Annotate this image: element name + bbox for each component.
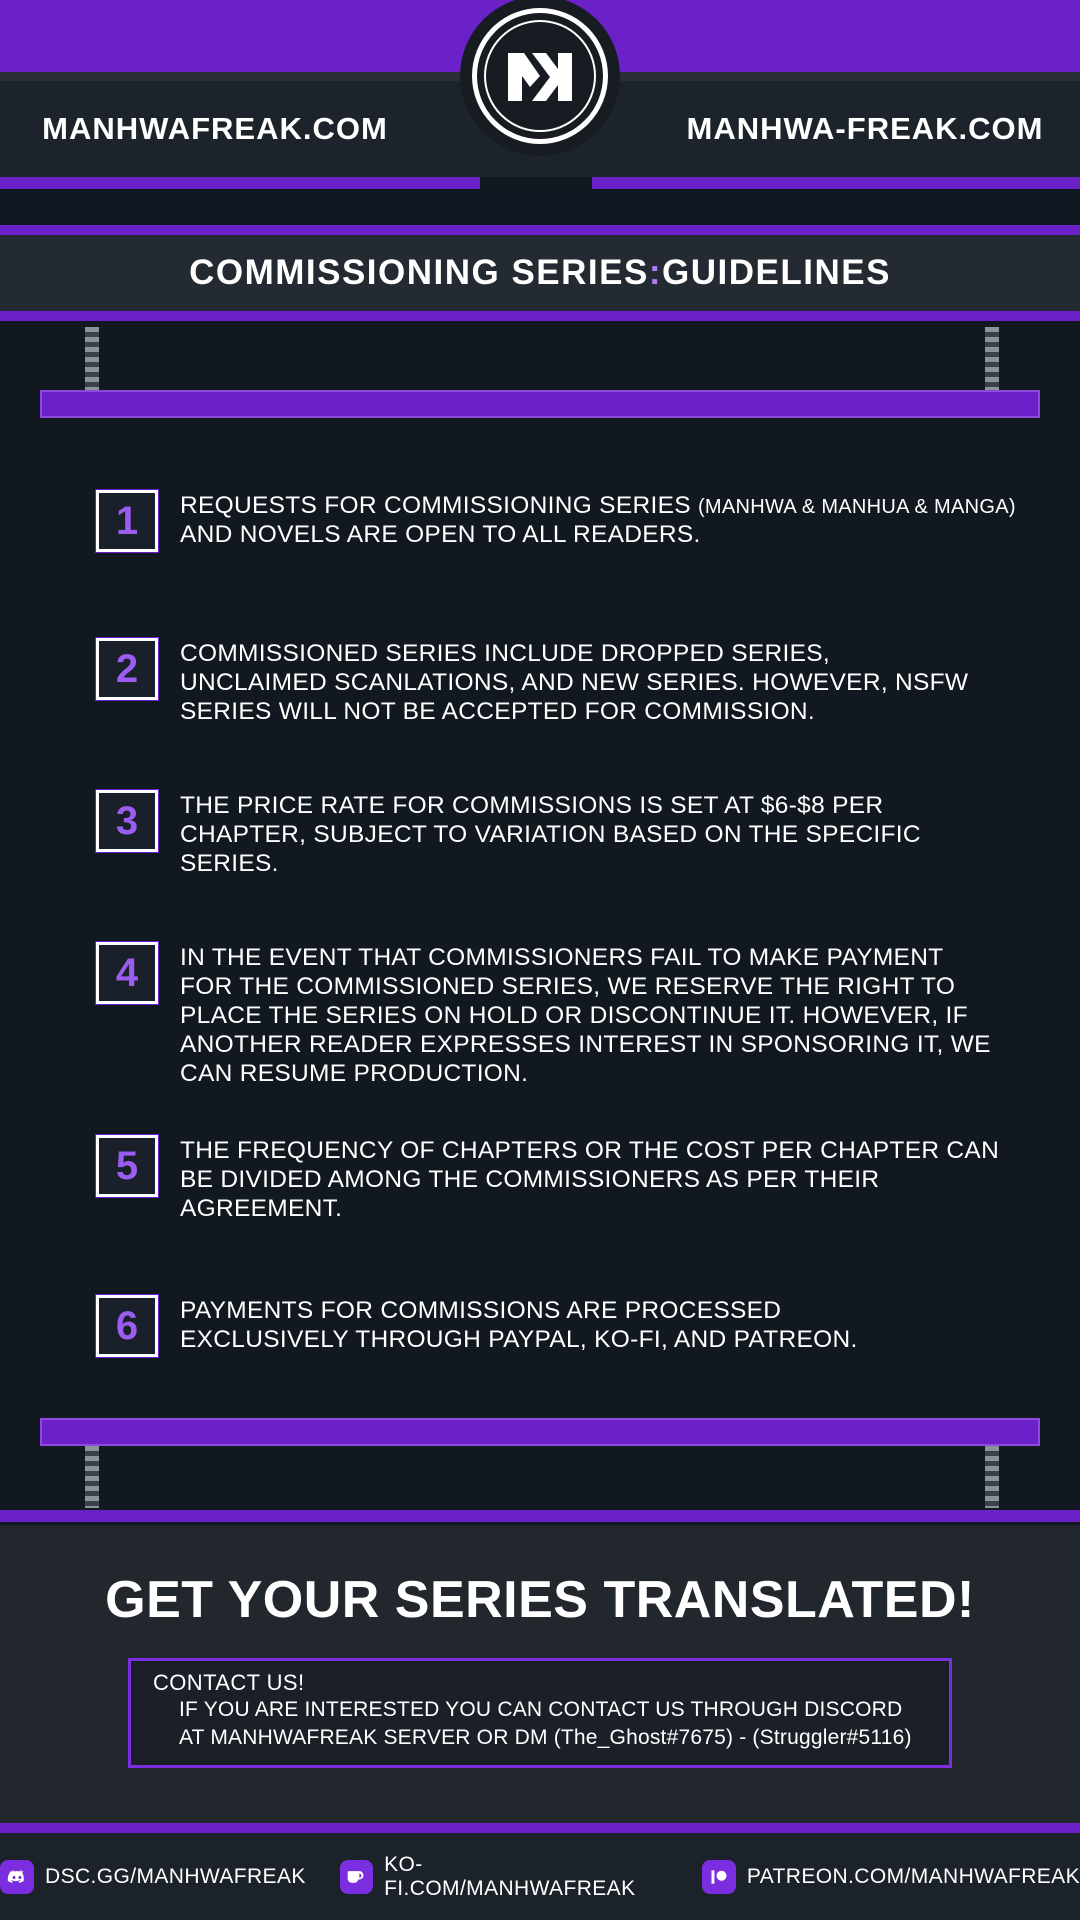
list-item-text-part1: REQUESTS FOR COMMISSIONING SERIES <box>180 492 698 519</box>
contact-line-1: IF YOU ARE INTERESTED YOU CAN CONTACT US THROUGH DISCORD <box>179 1698 903 1721</box>
social-link-patreon[interactable] <box>702 1860 1080 1894</box>
page-title-part2: GUIDELINES <box>662 253 891 292</box>
chain-bottom-right <box>985 1446 999 1508</box>
header-rule-left <box>0 177 480 189</box>
social-links-bar <box>0 1833 1080 1920</box>
social-label-discord: DSC.GG/MANHWAFREAK <box>45 1864 306 1888</box>
site-url-right: MANHWA-FREAK.COM <box>686 111 1044 146</box>
chain-top-right <box>985 327 999 395</box>
patreon-icon <box>702 1860 736 1894</box>
page-title-band <box>0 225 1080 321</box>
chain-top-left <box>85 327 99 395</box>
chain-bottom-left <box>85 1446 99 1508</box>
logo-m-glyph <box>502 45 578 107</box>
kofi-icon <box>340 1860 373 1894</box>
footer-bottom-rule <box>0 1823 1080 1833</box>
discord-glyph <box>7 1869 27 1885</box>
list-item-text: THE FREQUENCY OF CHAPTERS OR THE COST PER CHAPTER CAN BE DIVIDED AMONG THE COMMISSIONERS AS PER THEIR AGREEMENT. <box>180 1137 1000 1222</box>
list-item-text: THE PRICE RATE FOR COMMISSIONS IS SET AT $6-$8 PER CHAPTER, SUBJECT TO VARIATION BASED ON THE SPECIFIC SERIES. <box>180 792 921 877</box>
list-item <box>96 490 1046 552</box>
list-item <box>96 790 1046 879</box>
list-item-text: PAYMENTS FOR COMMISSIONS ARE PROCESSED EXCLUSIVELY THROUGH PAYPAL, KO-FI, AND PATREON. <box>180 1297 858 1353</box>
page-title-part1: COMMISSIONING SERIES <box>189 253 649 292</box>
list-item <box>96 942 1046 1089</box>
footer-top-rule <box>0 1510 1080 1522</box>
list-item-number: 5 <box>96 1135 158 1197</box>
list-item-text: COMMISSIONED SERIES INCLUDE DROPPED SERIES, UNCLAIMED SCANLATIONS, AND NEW SERIES. HOWEVER, NSFW SERIES WILL NOT BE ACCEPTED FOR COMMISSION. <box>180 640 969 725</box>
page-title <box>189 253 891 293</box>
banner-bar-bottom <box>40 1418 1040 1446</box>
logo-inner-ring <box>484 20 596 132</box>
list-item-text <box>180 490 1046 550</box>
contact-box <box>128 1658 952 1768</box>
header-gap <box>0 189 1080 225</box>
list-item-number: 1 <box>96 490 158 552</box>
list-item <box>96 1295 1046 1357</box>
social-link-discord[interactable] <box>0 1860 306 1894</box>
list-item <box>96 638 1046 727</box>
kofi-glyph <box>346 1869 366 1885</box>
list-item-number: 3 <box>96 790 158 852</box>
banner-bar-top <box>40 390 1040 418</box>
patreon-glyph <box>709 1869 729 1885</box>
cta-heading: GET YOUR SERIES TRANSLATED! <box>105 1571 975 1629</box>
page-title-separator: : <box>648 253 662 292</box>
list-item-number: 2 <box>96 638 158 700</box>
list-item-text-paren: (MANHWA & MANHUA & MANGA) <box>697 496 1016 518</box>
list-item-text: IN THE EVENT THAT COMMISSIONERS FAIL TO MAKE PAYMENT FOR THE COMMISSIONED SERIES, WE RESERVE THE RIGHT TO PLACE THE SERIES ON HOLD OR DISCONTINUE IT. HOWEVER, IF ANOTHER READER EXPRESSES INTEREST IN SPONSORING IT, WE CAN RESUME PRODUCTION. <box>180 944 991 1087</box>
logo-outer-ring <box>472 8 608 144</box>
social-link-kofi[interactable] <box>340 1853 668 1901</box>
social-label-patreon: PATREON.COM/MANHWAFREAK <box>746 1864 1080 1888</box>
header-rule-right <box>592 177 1080 189</box>
list-item-number: 6 <box>96 1295 158 1357</box>
social-label-kofi: KO-FI.COM/MANHWAFREAK <box>384 1852 636 1900</box>
manhwafreak-m-logo-icon <box>460 0 620 156</box>
list-item-text-part2: AND NOVELS ARE OPEN TO ALL READERS. <box>180 520 701 548</box>
contact-title: CONTACT US! <box>153 1670 305 1695</box>
site-url-left: MANHWAFREAK.COM <box>42 111 388 146</box>
discord-icon <box>0 1860 34 1894</box>
contact-line-2: AT MANHWAFREAK SERVER OR DM (The_Ghost#7675) - (Struggler#5116) <box>179 1725 912 1749</box>
list-item-number: 4 <box>96 942 158 1004</box>
list-item <box>96 1135 1046 1224</box>
